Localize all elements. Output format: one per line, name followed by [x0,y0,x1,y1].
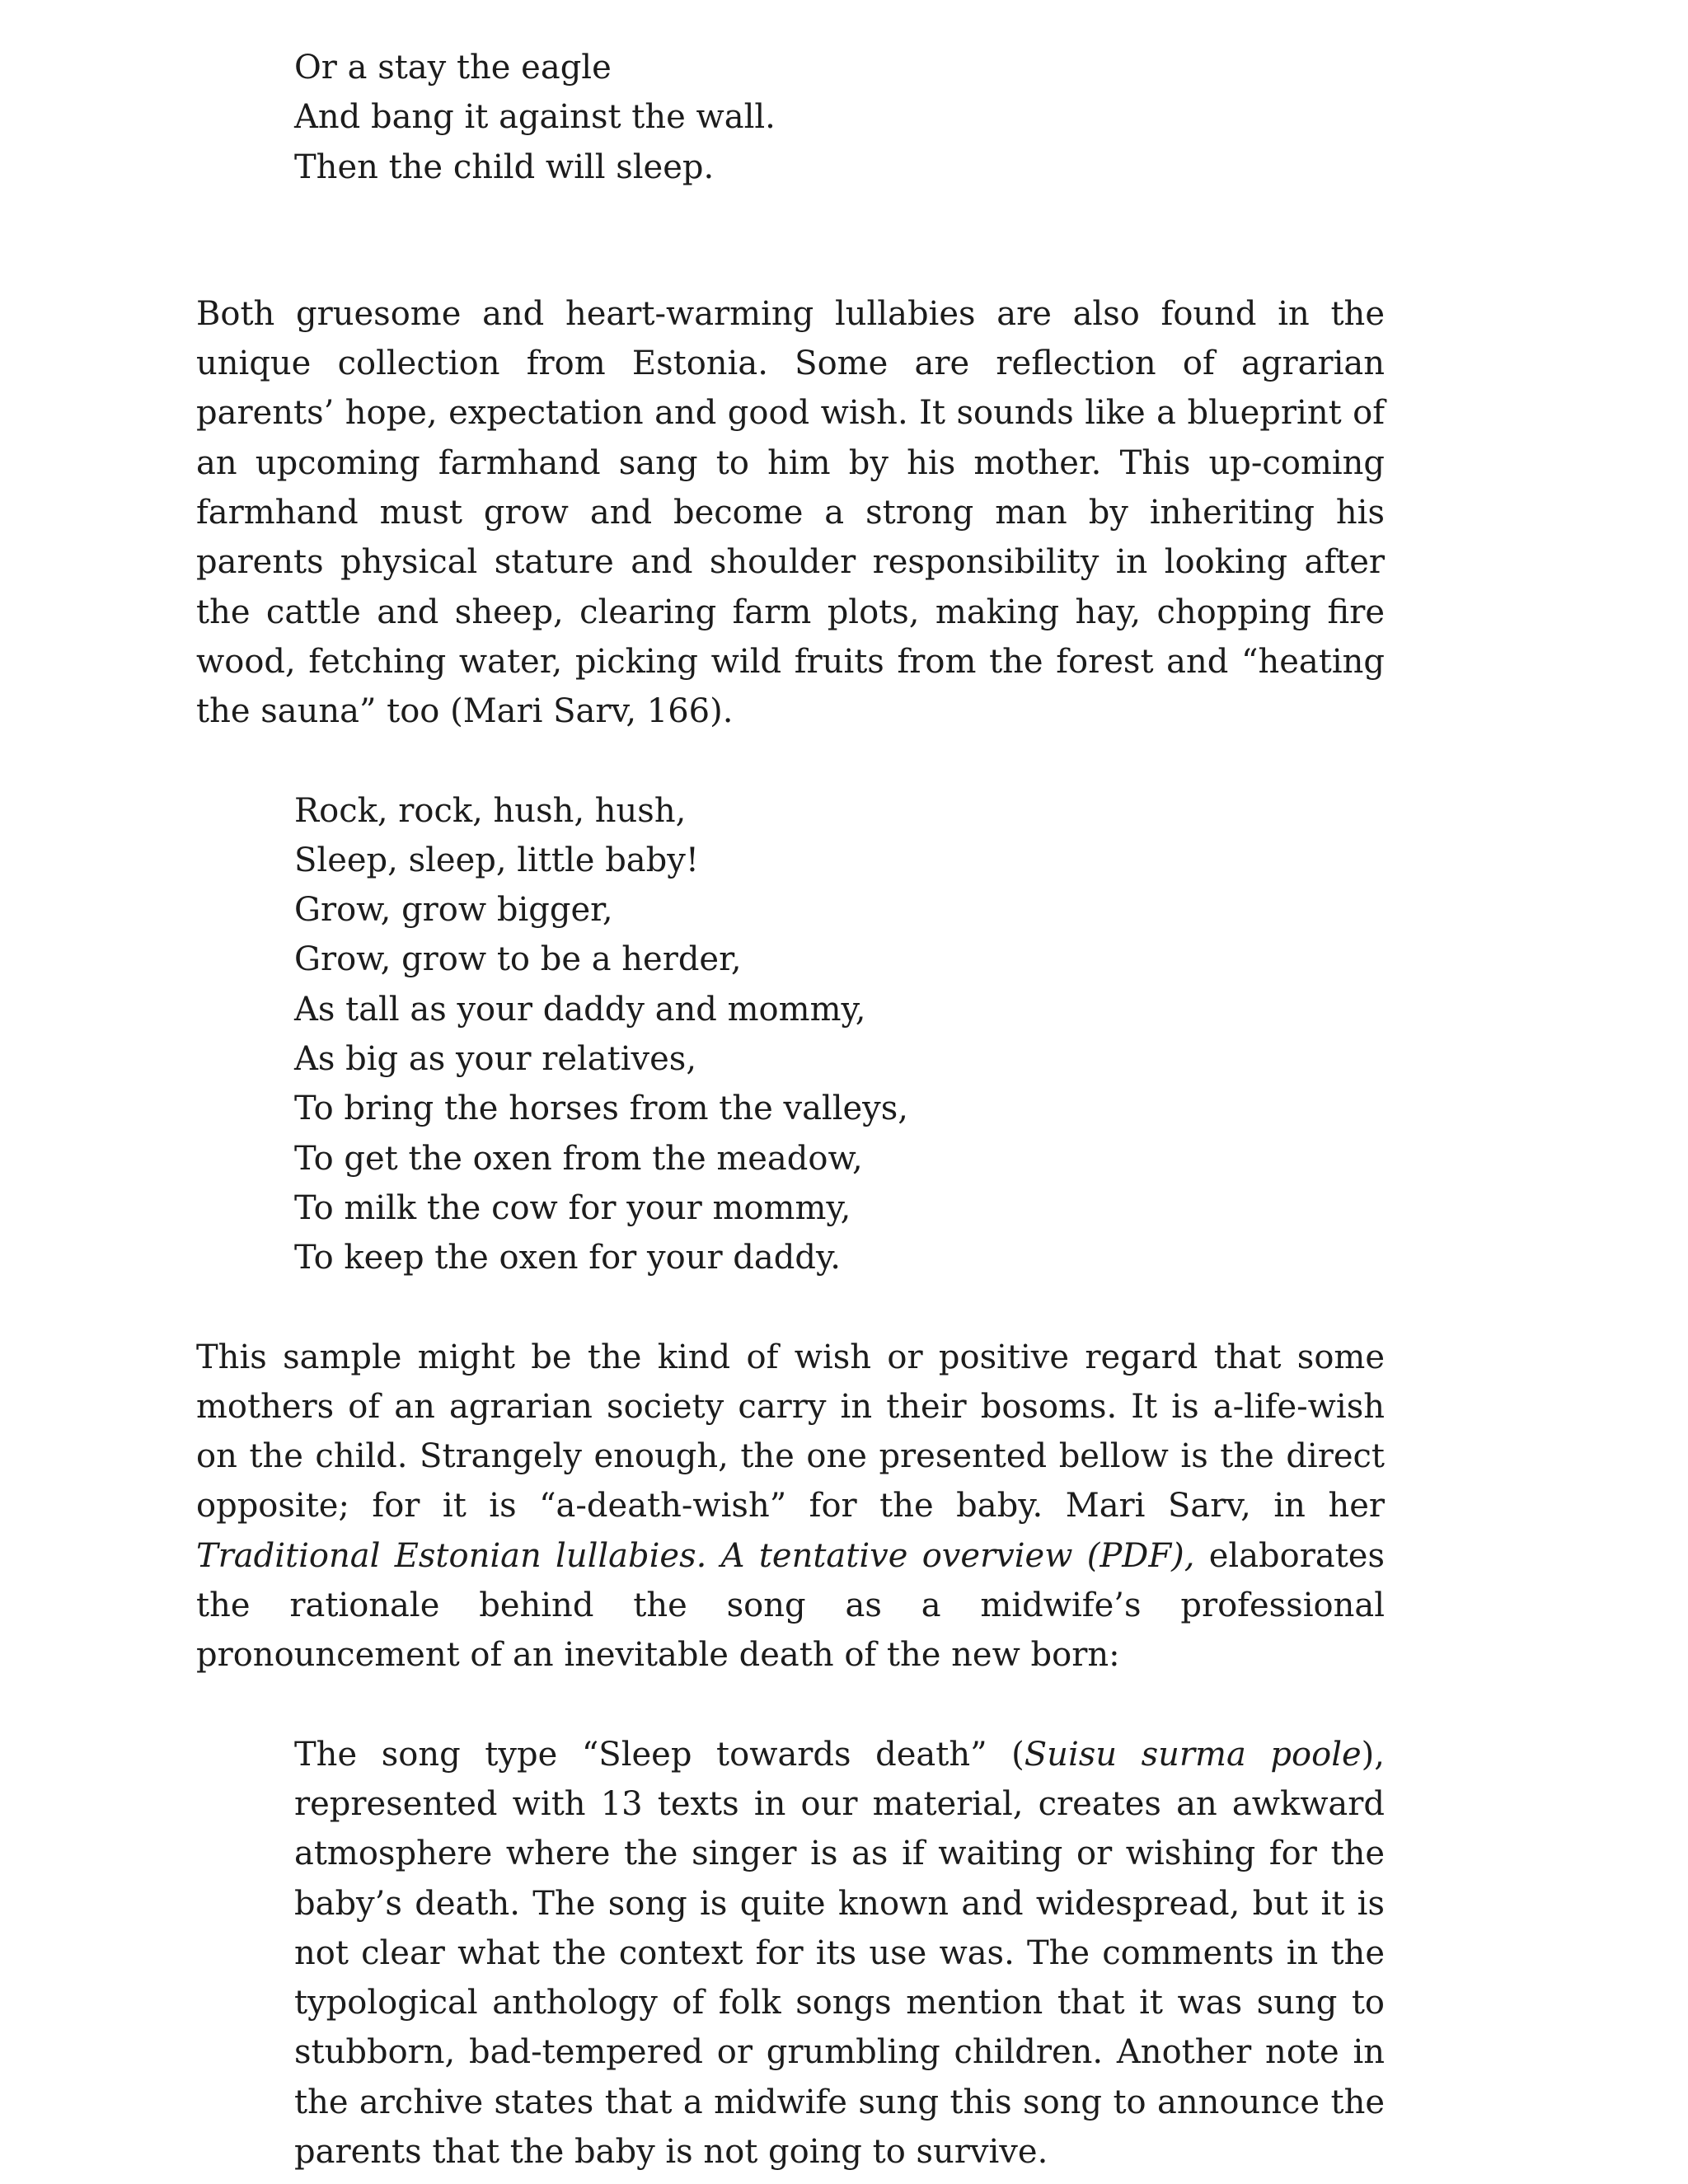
article-flow [196,43,1385,2177]
verse-line: To keep the oxen for your daddy. [294,1239,841,1277]
spacer [196,192,1385,289]
verse-line: And bang it against the wall. [294,98,776,137]
verse-block-lullaby [294,786,1385,1283]
paragraph-text: This sample might be the kind of wish or positive regard that some mothers of an agrarian society carry in their bosoms. It is a-life-wish on the child. Strangely enough, the one presented bellow is the direct opposite; for it is “a-death-wish” for the baby. Mari Sarv, in her [196,1338,1385,1526]
verse-line: Rock, rock, hush, hush, [294,791,687,830]
spacer [196,737,1385,786]
quote-italic-title: Suisu surma poole [1024,1735,1362,1774]
quote-text: The song type “Sleep towards death” ( [294,1735,1025,1774]
verse-line: Or a stay the eagle [294,49,612,87]
article-body [196,0,1385,2171]
quote-text: ), represented with 13 texts in our material, creates an awkward atmosphere where the singer is as if waiting or wishing for the baby’s death. The song is quite known and widespread, but it is not clear what the context for its use was. The comments in the typological anthology of folk songs mention that it was sung to stubborn, bad-tempered or grumbling children. Another note in the archive states that a midwife sung this song to announce the parents that the baby is not going to survive. [294,1735,1385,2171]
verse-line: To bring the horses from the valleys, [294,1090,909,1128]
block-quote [294,1730,1385,2177]
verse-block-top [294,43,1385,192]
spacer [196,1283,1385,1333]
verse-line: As tall as your daddy and mommy, [294,990,866,1029]
verse-line: Sleep, sleep, little baby! [294,841,699,879]
paragraph-lullabies-intro: Both gruesome and heart-warming lullabies are also found in the unique collection from Estonia. Some are reflection of agrarian parents’ hope, expectation and good wish. It sounds like a blueprint of an upcoming farmhand sang to him by his mother. This up-coming farmhand must grow and become a strong man by inheriting his parents physical stature and shoulder responsibility in looking after the cattle and sheep, clearing farm plots, making hay, chopping fire wood, fetching water, picking wild fruits from the forest and “heating the sauna” too (Mari Sarv, 166). [196,294,1385,731]
paragraph-text: elaborates the rationale behind the song as a midwife’s professional pronouncement of an inevitable death of the new born: [196,1536,1385,1675]
paragraph-death-wish [196,1333,1385,1680]
verse-line: To get the oxen from the meadow, [294,1139,863,1178]
cited-title: Traditional Estonian lullabies. A tentative overview (PDF), [196,1536,1195,1575]
verse-line: Then the child will sleep. [294,148,715,186]
verse-line: Grow, grow bigger, [294,891,613,930]
spacer [196,1680,1385,1730]
verse-line: To milk the cow for your mommy, [294,1188,851,1227]
verse-line: As big as your relatives, [294,1040,697,1079]
verse-line: Grow, grow to be a herder, [294,940,742,979]
